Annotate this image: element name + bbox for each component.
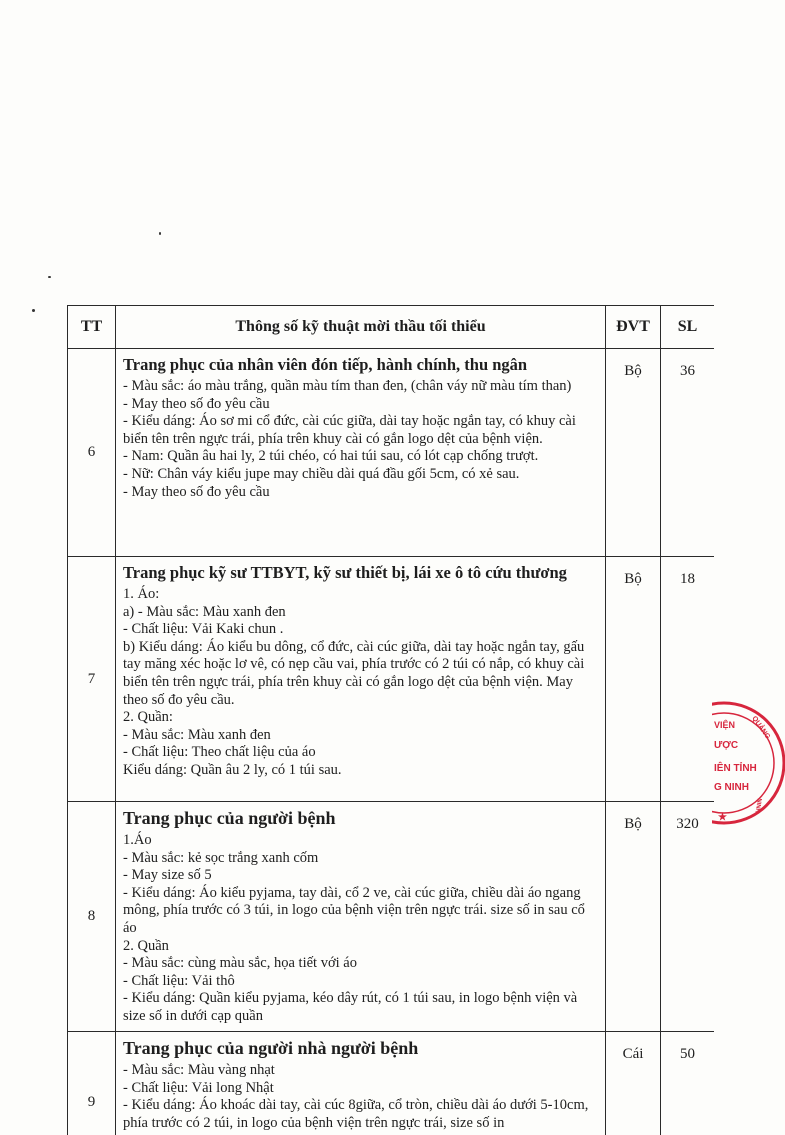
row-unit: Cái [606,1032,661,1135]
seal-text: ƯỢC [714,740,738,751]
row-spec [116,802,606,1032]
row-number: 9 [68,1032,116,1135]
row-number: 6 [68,349,116,557]
row-title: Trang phục của nhân viên đón tiếp, hành chính, thu ngân [123,355,597,375]
spec-line: 2. Quần: [123,709,597,727]
spec-line: 2. Quần [123,938,597,956]
official-seal-stamp [712,698,785,828]
spec-line: - Màu sắc: cùng màu sắc, họa tiết với áo [123,955,597,973]
row-number: 7 [68,557,116,802]
row-qty: 320 [661,802,715,1032]
seal-text: VIỆN [714,719,735,730]
spec-line: - Chất liệu: Theo chất liệu của áo [123,744,597,762]
spec-line: - May size số 5 [123,867,597,885]
header-qty: SL [661,306,715,349]
row-qty: 18 [661,557,715,802]
scan-speck [48,276,51,278]
spec-line: - Kiểu dáng: Áo khoác dài tay, cài cúc 8giữa, cổ tròn, chiều dài áo dưới 5-10cm, phía trước có 2 túi, in logo của bệnh viện trên ngực trái, size số in [123,1097,597,1132]
spec-table [67,305,714,1135]
header-tt: TT [68,306,116,349]
row-unit: Bộ [606,349,661,557]
seal-graphic [712,698,785,828]
table-row [68,1032,715,1135]
spec-table-container [67,305,714,1135]
seal-arc-text: QUẢNG [750,714,773,741]
row-unit: Bộ [606,802,661,1032]
row-qty: 50 [661,1032,715,1135]
row-number: 8 [68,802,116,1032]
row-qty: 36 [661,349,715,557]
header-spec: Thông số kỹ thuật mời thầu tối thiểu [116,306,606,349]
row-spec [116,349,606,557]
spec-line: - Kiểu dáng: Áo sơ mi cổ đức, cài cúc giữa, dài tay hoặc ngắn tay, có khuy cài biển tên trên ngực trái, phía trên khuy cài có gắn logo dệt của bệnh viện. [123,413,597,448]
table-row [68,557,715,802]
spec-line: - Màu sắc: kẻ sọc trắng xanh cốm [123,850,597,868]
scan-speck [159,232,161,235]
row-title: Trang phục của người nhà người bệnh [123,1038,597,1059]
spec-line: - Nữ: Chân váy kiểu jupe may chiều dài quá đầu gối 5cm, có xẻ sau. [123,466,597,484]
table-row [68,802,715,1032]
spec-line: - Màu sắc: Màu xanh đen [123,727,597,745]
spec-line: - Kiểu dáng: Áo kiểu pyjama, tay dài, cổ 2 ve, cài cúc giữa, chiều dài áo ngang mông, phía trước có 3 túi, in logo của bệnh viện trên ngực trái. size số in sau cổ áo [123,885,597,938]
spec-line: a) - Màu sắc: Màu xanh đen [123,604,597,622]
row-spec [116,557,606,802]
seal-arc-text: NINH [753,798,761,813]
seal-text: IÊN TỈNH [714,761,757,774]
spec-line: - Chất liệu: Vải long Nhật [123,1080,597,1098]
spec-line: - Màu sắc: áo màu trắng, quần màu tím than đen, (chân váy nữ màu tím than) [123,378,597,396]
seal-text: G NINH [714,782,749,793]
spec-line: - Kiểu dáng: Quần kiểu pyjama, kéo dây rút, có 1 túi sau, in logo bệnh viện và size số in dưới cạp quần [123,990,597,1025]
spec-line: - May theo số đo yêu cầu [123,484,597,502]
row-title: Trang phục của người bệnh [123,808,597,829]
spec-line: - Chất liệu: Vải Kaki chun . [123,621,597,639]
scan-speck [32,309,35,312]
spec-line: - May theo số đo yêu cầu [123,396,597,414]
spec-line: - Nam: Quần âu hai ly, 2 túi chéo, có hai túi sau, có lót cạp chống trượt. [123,448,597,466]
table-row [68,349,715,557]
seal-star-icon: ★ [718,812,727,823]
header-unit: ĐVT [606,306,661,349]
spec-line: Kiểu dáng: Quần âu 2 ly, có 1 túi sau. [123,762,597,780]
spec-line: 1. Áo: [123,586,597,604]
spec-line: b) Kiểu dáng: Áo kiểu bu dông, cổ đức, cài cúc giữa, dài tay hoặc ngắn tay, gấu tay măng xéc hoặc lơ vê, có nẹp cầu vai, phía trước có 2 túi có nắp, có khuy cài biển tên trên ngực trái, phía trên khuy cài có gắn logo dệt của bệnh viện. May theo số đo yêu cầu. [123,639,597,709]
table-header-row [68,306,715,349]
spec-line: 1.Áo [123,832,597,850]
spec-line: - Màu sắc: Màu vàng nhạt [123,1062,597,1080]
row-title: Trang phục kỹ sư TTBYT, kỹ sư thiết bị, lái xe ô tô cứu thương [123,563,597,583]
spec-line: - Chất liệu: Vải thô [123,973,597,991]
row-spec [116,1032,606,1135]
row-unit: Bộ [606,557,661,802]
